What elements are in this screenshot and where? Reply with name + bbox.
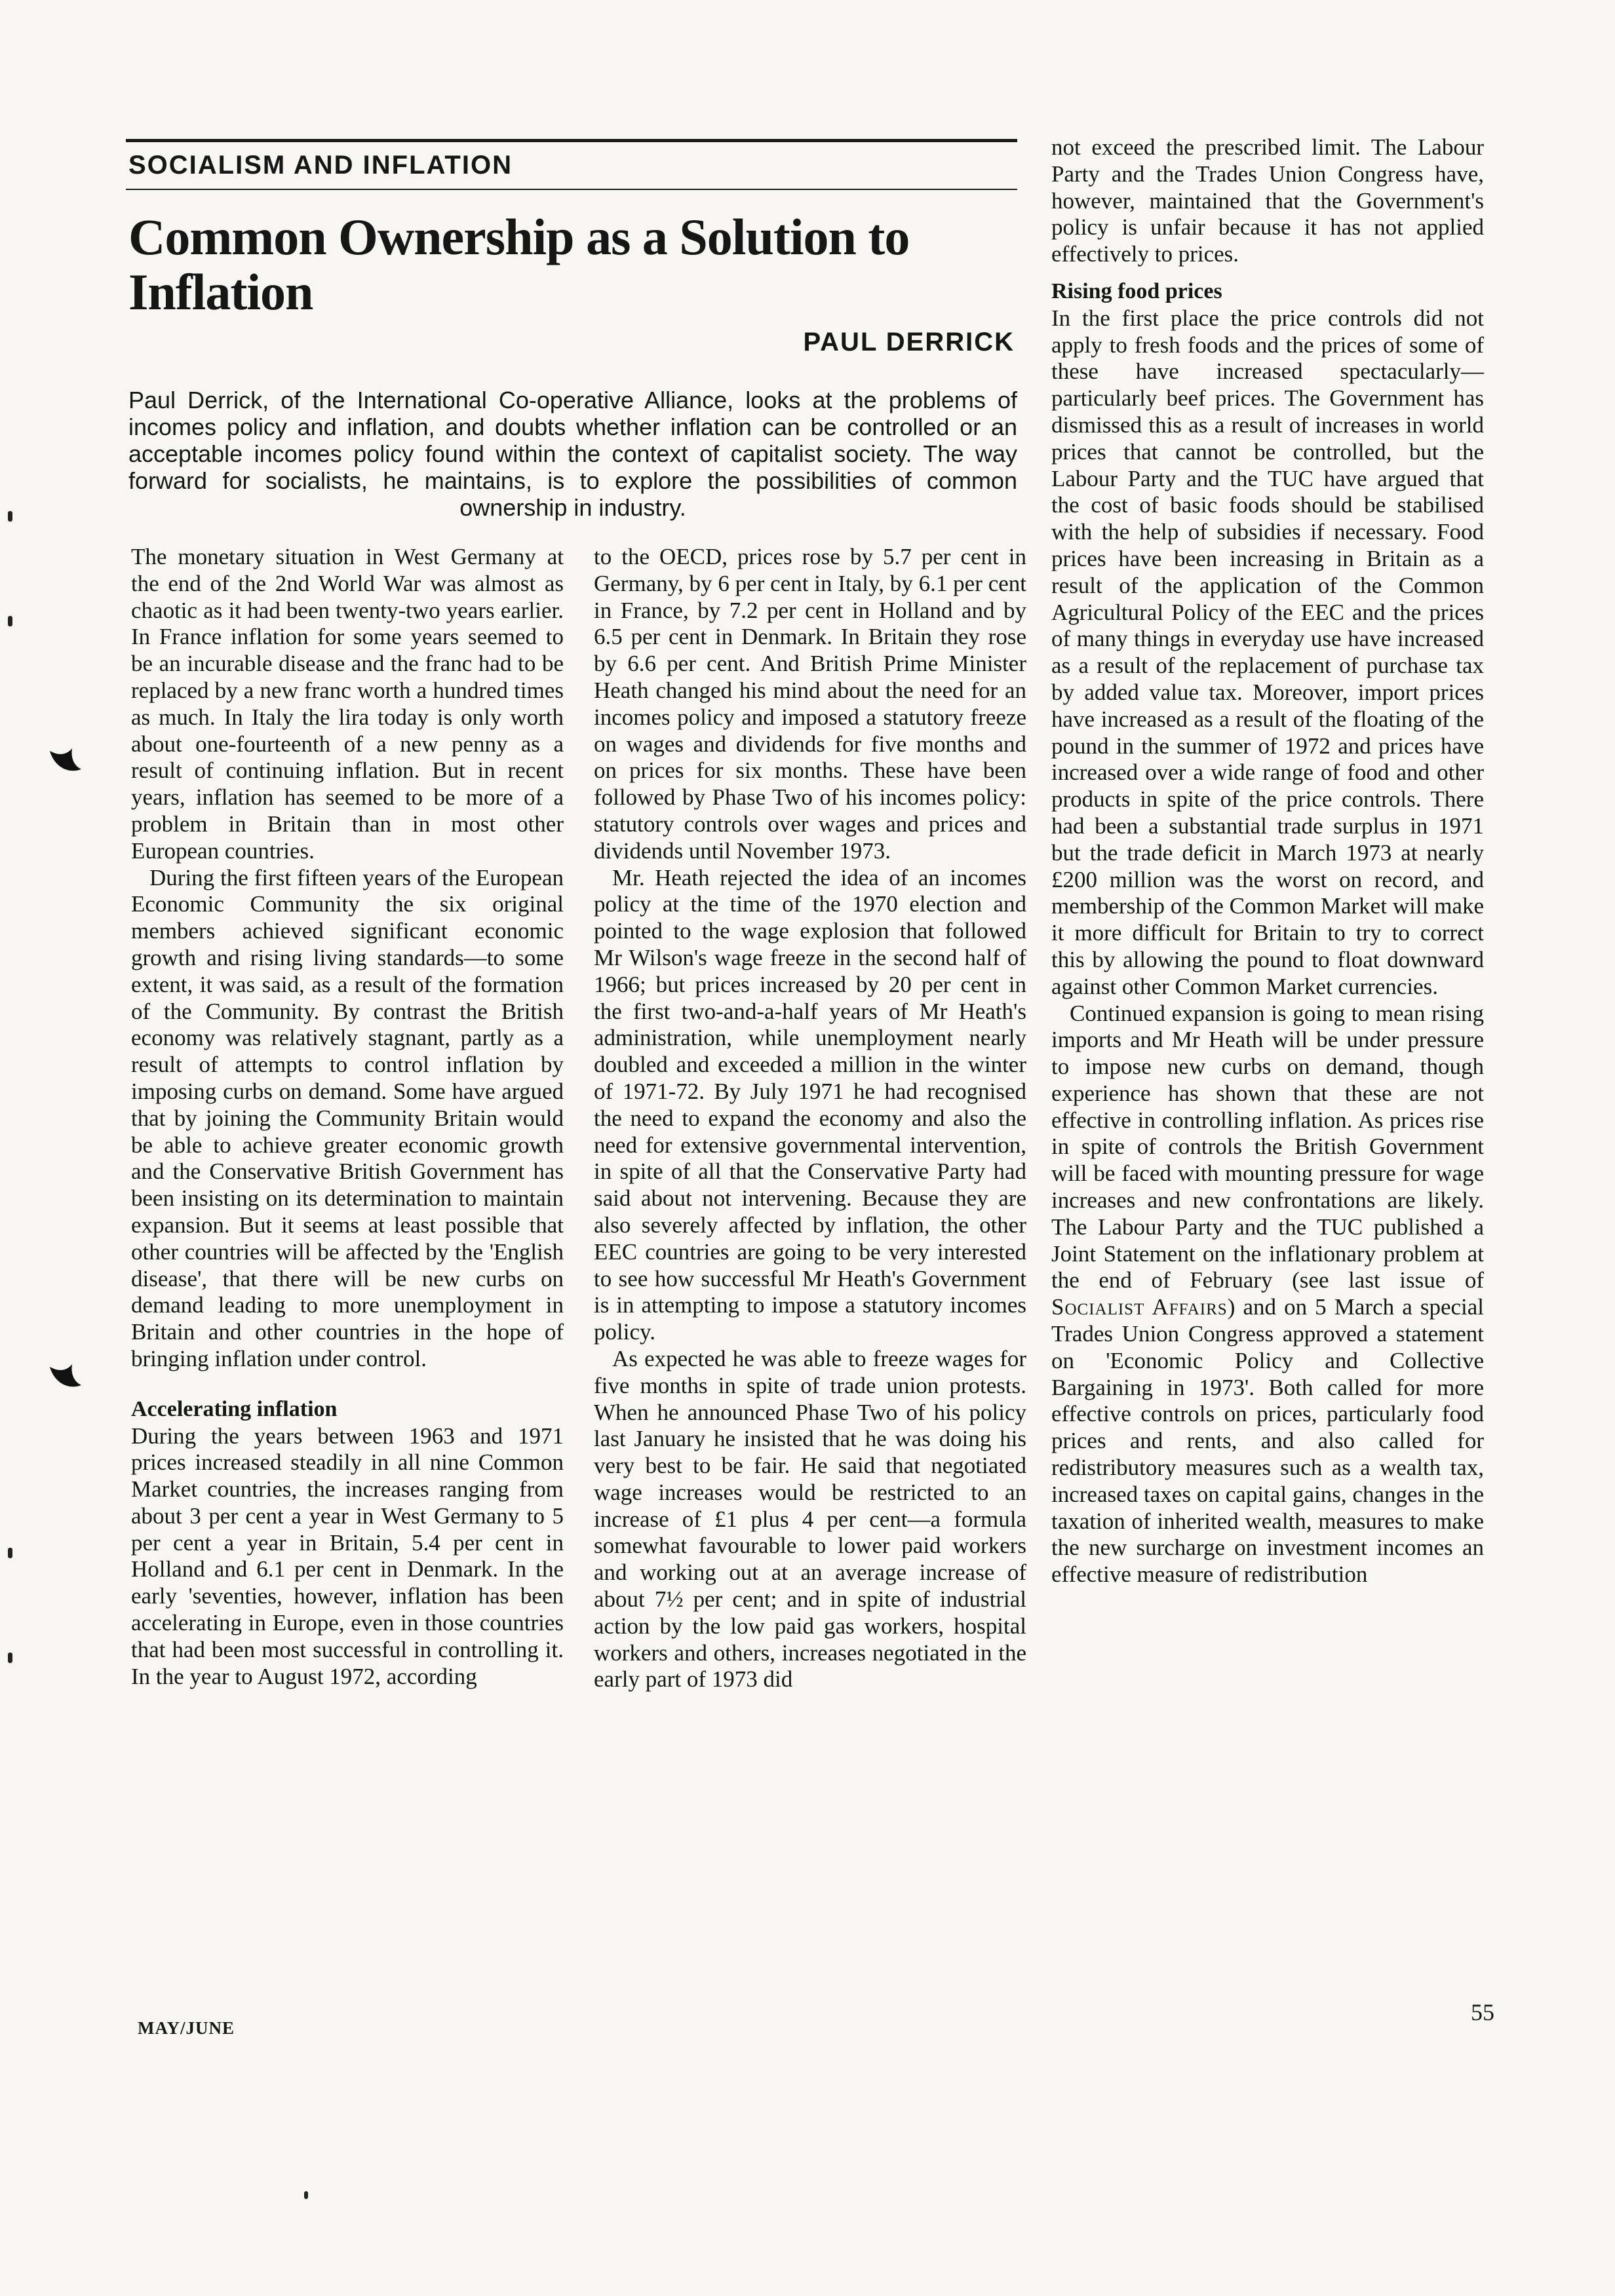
column-2 [594,544,1026,1693]
scan-mark [8,616,12,626]
issue-label: MAY/JUNE [138,2018,235,2038]
paragraph: to the OECD, prices rose by 5.7 per cent in Germany, by 6 per cent in Italy, by 6.1 per cent in France, by 7.2 per cent in Holland and by 6.5 per cent in Denmark. In Britain they rose by 6.6 per cent. And British Prime Minister Heath changed his mind about the need for an incomes policy and imposed a statutory freeze on wages and dividends for five months and on prices for six months. These have been followed by Phase Two of his incomes policy: statutory controls over wages and prices and dividends until November 1973. [594,544,1026,864]
subheading: Accelerating inflation [131,1396,338,1421]
paragraph: not exceed the prescribed limit. The Labour Party and the Trades Union Congress have, however, maintained that the Government's policy is unfair because it has not applied effectively to prices. [1051,134,1484,267]
paragraph: In the first place the price controls did not apply to fresh foods and the prices of some of these have increased spectacularly—particularly beef prices. The Government has dismissed this as a result of increases in world prices that cannot be controlled, but the Labour Party and the TUC have argued that the cost of basic foods should be stabilised with the help of subsidies if necessary. Food prices have been increasing in Britain as a result of the application of the Common Agricultural Policy of the EEC and the prices of many things in everyday use have increased as a result of the replacement of purchase tax by added value tax. Moreover, import prices have increased as a result of the floating of the pound in the summer of 1972 and prices have increased over a wide range of food and other products in spite of the price controls. There had been a substantial trade surplus in 1971 but the trade deficit in March 1973 at nearly £200 million was the worst on record, and membership of the Common Market will make it more difficult for Britain to try to correct this by allowing the pound to float downward against other Common Market currencies. [1051,305,1484,999]
subheading: Rising food prices [1051,278,1222,303]
author-byline: PAUL DERRICK [803,328,1015,356]
scan-mark [8,1653,12,1663]
paragraph: Mr. Heath rejected the idea of an incomes policy at the time of the 1970 election and pointed to the wage explosion that followed Mr Wilson's wage freeze in the second half of 1966; but prices increased by 20 per cent in the first two-and-a-half years of Mr Heath's administration, while unemployment nearly doubled and exceeded a million in the winter of 1971-72. By July 1971 he had recognised the need to expand the economy and also the need for extensive governmental intervention, in spite of all that the Conservative Party had said about not intervening. Because they are also severely affected by inflation, the other EEC countries are going to be very interested to see how successful Mr Heath's Government is in attempting to impose a statutory incomes policy. [594,864,1026,1345]
paragraph: During the first fifteen years of the European Economic Community the six original members achieved significant economic growth and rising living standards—to some extent, it was said, as a result of the formation of the Community. By contrast the British economy was relatively stagnant, partly as a result of attempts to control inflation by imposing curbs on demand. Some have argued that by joining the Community Britain would be able to achieve greater economic growth and the Conservative British Government has been insisting on its determination to maintain expansion. But it seems at least possible that other countries will be affected by the 'English disease', that there will be new curbs on demand leading to more unemployment in Britain and other countries in the hope of bringing inflation under control. [131,864,564,1371]
section-rule-bottom [126,189,1017,190]
paragraph: The monetary situation in West Germany at the end of the 2nd World War was almost as chaotic as it had been twenty-two years earlier. In France inflation for some years seemed to be an incurable disease and the franc had to be replaced by a new franc worth a hundred times as much. In Italy the lira today is only worth about one-fourteenth of a new penny as a result of continuing inflation. But in recent years, inflation has seemed to be more of a problem in Britain than in most other European countries. [131,544,564,864]
article-title: Common Ownership as a Solution to Inflation [128,208,910,320]
scan-mark [8,511,12,522]
paragraph: During the years between 1963 and 1971 prices increased steadily in all nine Common Market countries, the increases ranging from about 3 per cent a year in West Germany to 5 per cent a year in Britain, 5.4 per cent in Holland and 6.1 per cent in Denmark. In the early 'seventies, however, inflation has been accelerating in Europe, even in those countries that had been most successful in controlling it. In the year to August 1972, according [131,1423,564,1689]
section-label: SOCIALISM AND INFLATION [128,151,513,180]
journal-name: Socialist Affairs [1051,1294,1228,1320]
scan-mark [304,2191,308,2199]
column-1 [131,544,564,1690]
section-rule [126,139,1017,142]
page-number: 55 [1471,1999,1494,2025]
paragraph-text: Continued expansion is going to mean rising imports and Mr Heath will be under pressure to impose new curbs on demand, though experience has shown that these are not effective in controlling inflation. As prices rise in spite of controls the British Government will be faced with mounting pressure for wage increases and new confrontations are likely. The Labour Party and the TUC published a Joint Statement on the inflationary problem at the end of February (see last issue of [1051,1000,1484,1293]
column-3 [1051,134,1484,1588]
paragraph: As expected he was able to freeze wages for five months in spite of trade union protests. When he announced Phase Two of his policy last January he insisted that he was doing his very best to be fair. He said that negotiated wage increases would be restricted to an increase of £1 plus 4 per cent—a formula somewhat favourable to lower paid workers and working out at an average increase of about 7½ per cent; and in spite of industrial action by the low paid gas workers, hospital workers and others, increases negotiated in the early part of 1973 did [594,1345,1026,1693]
paragraph [1051,1001,1484,1589]
punch-hole-mark [47,1362,84,1392]
punch-hole-mark [47,746,84,776]
paragraph-text: ) and on 5 March a special Trades Union Congress approved a statement on 'Economic Policy and Collective Bargaining in 1973'. Both called for more effective controls on prices, particularly food prices and rents, and also called for redistributory measures such as a wealth tax, increased taxes on capital gains, changes in the taxation of inherited wealth, measures to make the new surcharge on investment incomes an effective measure of redistribution [1051,1294,1484,1588]
standfirst: Paul Derrick, of the International Co-operative Alliance, looks at the problems of incomes policy and inflation, and doubts whether inflation can be controlled or an acceptable incomes policy found within the context of capitalist society. The way forward for socialists, he maintains, is to explore the possibilities of common ownership in industry. [128,387,1017,521]
scan-mark [8,1548,12,1558]
